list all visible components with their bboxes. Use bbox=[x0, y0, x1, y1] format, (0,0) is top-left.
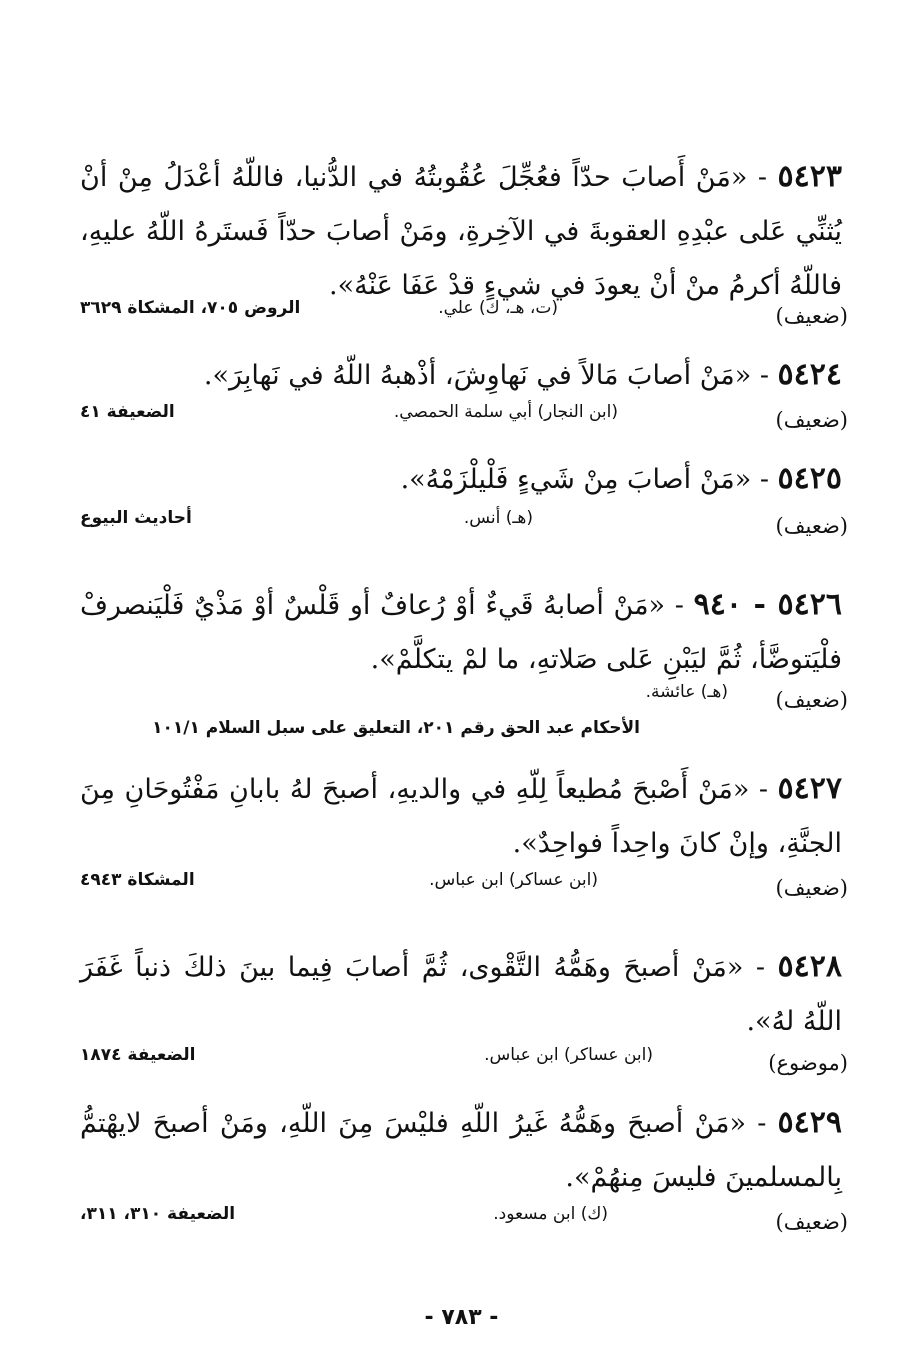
source-label: (هـ) أنس. bbox=[463, 508, 533, 528]
hadith-meta bbox=[80, 298, 848, 338]
hadith-number: ٥٤٢٩ bbox=[777, 1105, 842, 1140]
reference-label: الضعيفة ١٨٧٤ bbox=[80, 1045, 196, 1065]
reference-label: الروض ٧٠٥، المشكاة ٣٦٢٩ bbox=[80, 298, 301, 318]
page-number: - ٧٨٣ - bbox=[424, 1305, 499, 1330]
hadith-entry bbox=[80, 1096, 842, 1205]
grade-label: ( ضعيف ) bbox=[776, 514, 848, 538]
grade-label: ( ضعيف ) bbox=[776, 876, 848, 900]
hadith-text: «مَنْ أَصْبحَ مُطيعاً لِلّهِ في والديهِ، أصبحَ لهُ بابانِ مَفْتُوحَانِ مِنَ الجنَّةِ، وإنْ كانَ واحِداً فواحِدٌ». bbox=[80, 774, 842, 859]
hadith-separator: - bbox=[746, 1108, 767, 1139]
source-label: (ك) ابن مسعود. bbox=[493, 1204, 608, 1224]
hadith-separator: - bbox=[743, 952, 766, 983]
hadith-meta bbox=[80, 508, 848, 548]
hadith-separator: - bbox=[665, 590, 684, 621]
hadith-number: ٥٤٢٨ bbox=[777, 949, 842, 984]
grade-label: ( ضعيف ) bbox=[776, 688, 848, 712]
hadith-number: ٥٤٢٤ bbox=[777, 357, 842, 392]
hadith-entry bbox=[80, 578, 842, 687]
hadith-separator: - bbox=[749, 774, 769, 805]
source-label: (ت، هـ، ك) علي. bbox=[438, 298, 558, 318]
hadith-text: «مَنْ أصبحَ وهَمُّهُ غَيرُ اللّهِ فليْسَ مِنَ اللّهِ، ومَنْ أصبحَ لايهْتمُّ بِالمسلمينَ فليسَ مِنهُمْ». bbox=[80, 1108, 842, 1193]
grade-label: ( ضعيف ) bbox=[776, 304, 848, 328]
source-label: (ابن عساكر) ابن عباس. bbox=[429, 870, 598, 890]
reference-label: أحاديث البيوع bbox=[80, 508, 192, 528]
hadith-entry bbox=[80, 762, 842, 871]
hadith-entry bbox=[80, 452, 842, 507]
hadith-number: ٥٤٢٦ - ٩٤٠ bbox=[693, 587, 842, 622]
reference-label: الضعيفة ٤١ bbox=[80, 402, 175, 422]
hadith-meta bbox=[80, 1204, 848, 1244]
source-label: (ابن النجار) أبي سلمة الحمصي. bbox=[393, 402, 618, 422]
source-label: (ابن عساكر) ابن عباس. bbox=[484, 1045, 653, 1065]
hadith-text: «مَنْ أَصابَ حدّاً فعُجِّلَ عُقُوبتُهُ في الدُّنيا، فاللّهُ أعْدَلُ مِنْ أنْ يُثنِّي عَلى عبْدِهِ العقوبةَ في الآخِرةِ، ومَنْ أصابَ حدّاً فَستَرهُ اللّهُ عليهِ، فاللّهُ أكرمُ منْ أنْ يعودَ في شيءٍ قدْ عَفَا عَنْهُ». bbox=[80, 162, 842, 301]
reference-label: الضعيفة ٣١٠، ٣١١، bbox=[80, 1204, 236, 1224]
grade-label: ( موضوع ) bbox=[768, 1051, 848, 1075]
hadith-text: «مَنْ أصابَ مَالاً في نَهاوِشَ، أذْهبهُ اللّهُ في نَهابِرَ». bbox=[203, 360, 752, 391]
hadith-entry bbox=[80, 348, 842, 403]
hadith-number: ٥٤٢٣ bbox=[777, 159, 842, 194]
hadith-number: ٥٤٢٧ bbox=[777, 771, 842, 806]
hadith-meta bbox=[80, 682, 848, 722]
hadith-text: «مَنْ أصابهُ قَيءٌ أوْ رُعافٌ أو قَلْسٌ أوْ مَذْيٌ فَلْيَنصرفْ فلْيَتوضَّأ، ثُمَّ ليَبْنِ عَلى صَلاتهِ، ما لمْ يتكلَّمْ». bbox=[80, 590, 842, 675]
reference-label: المشكاة ٤٩٤٣ bbox=[80, 870, 195, 890]
source-label: (هـ) عائشة. bbox=[645, 682, 728, 702]
hadith-separator: - bbox=[747, 162, 767, 193]
grade-label: ( ضعيف ) bbox=[776, 408, 848, 432]
hadith-meta bbox=[80, 402, 848, 442]
grade-label: ( ضعيف ) bbox=[776, 1210, 848, 1234]
hadith-separator: - bbox=[751, 464, 769, 495]
reference-line: الأحكام عبد الحق رقم ٢٠١، التعليق على سبل السلام ١٠١/١ bbox=[152, 718, 640, 738]
hadith-meta bbox=[80, 870, 848, 910]
hadith-meta bbox=[80, 1045, 848, 1085]
hadith-entry bbox=[80, 150, 842, 313]
hadith-text: «مَنْ أصبحَ وهَمُّهُ التَّقْوى، ثُمَّ أصابَ فِيما بينَ ذلكَ ذنباً غَفَرَ اللّهُ لهُ». bbox=[80, 952, 842, 1037]
hadith-separator: - bbox=[751, 360, 769, 391]
hadith-text: «مَنْ أصابَ مِنْ شَيءٍ فَلْيلْزَمْهُ». bbox=[400, 464, 752, 495]
hadith-entry bbox=[80, 940, 842, 1049]
hadith-number: ٥٤٢٥ bbox=[777, 461, 842, 496]
